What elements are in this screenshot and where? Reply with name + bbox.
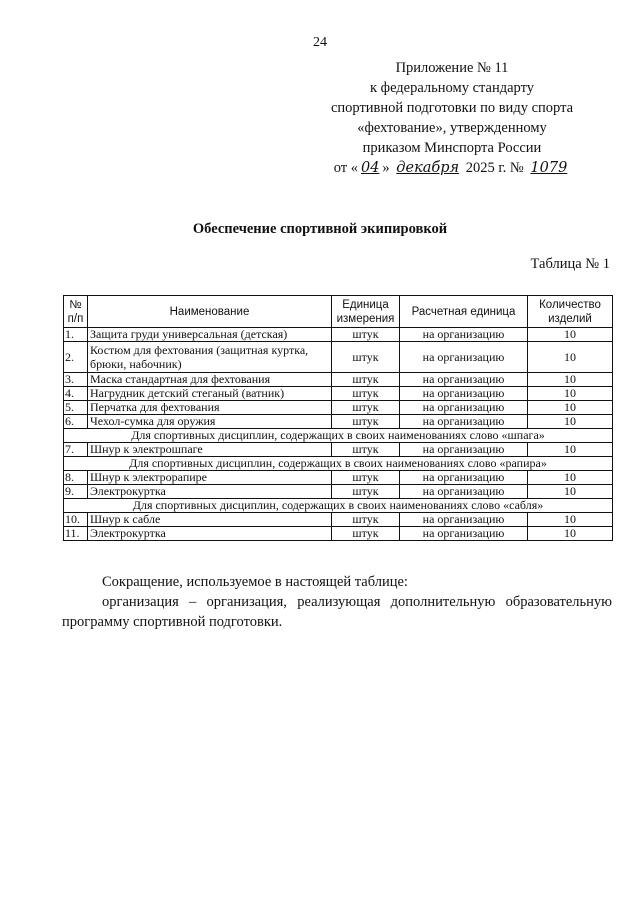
row-name: Костюм для фехтования (защитная куртка, брюки, набочник): [88, 342, 332, 373]
table-row: [64, 513, 613, 527]
table-row: [64, 485, 613, 499]
row-calc-unit: на организацию: [400, 513, 528, 527]
row-num: 11.: [64, 527, 88, 541]
group-heading: Для спортивных дисциплин, содержащих в своих наименованиях слово «шпага»: [64, 429, 613, 443]
row-name: Перчатка для фехтования: [88, 401, 332, 415]
row-calc-unit: на организацию: [400, 527, 528, 541]
row-calc-unit: на организацию: [400, 443, 528, 457]
document-title: Обеспечение спортивной экипировкой: [192, 221, 448, 237]
appendix-line: приказом Минспорта России: [362, 140, 542, 156]
table-row: [64, 443, 613, 457]
row-calc-unit: на организацию: [400, 373, 528, 387]
row-quantity: 10: [528, 415, 613, 429]
table-label: Таблица № 1: [530, 256, 610, 272]
row-unit: штук: [332, 373, 400, 387]
row-unit: штук: [332, 328, 400, 342]
group-heading: Для спортивных дисциплин, содержащих в своих наименованиях слово «рапира»: [64, 457, 613, 471]
row-unit: штук: [332, 401, 400, 415]
appendix-line: спортивной подготовки по виду спорта: [330, 100, 574, 116]
row-quantity: 10: [528, 328, 613, 342]
row-unit: штук: [332, 443, 400, 457]
header-name: Наименование: [88, 296, 332, 328]
row-unit: штук: [332, 485, 400, 499]
row-calc-unit: на организацию: [400, 328, 528, 342]
appendix-line: к федеральному стандарту: [370, 80, 534, 96]
row-quantity: 10: [528, 485, 613, 499]
table-row: [64, 471, 613, 485]
row-num: 5.: [64, 401, 88, 415]
row-num: 9.: [64, 485, 88, 499]
header-calc-unit: Расчетная единица: [400, 296, 528, 328]
row-num: 3.: [64, 373, 88, 387]
row-calc-unit: на организацию: [400, 401, 528, 415]
row-unit: штук: [332, 527, 400, 541]
row-unit: штук: [332, 342, 400, 373]
abbreviation-notes: [62, 572, 612, 632]
row-unit: штук: [332, 387, 400, 401]
table-row: [64, 527, 613, 541]
equipment-table: [63, 295, 613, 541]
appendix-header: [302, 58, 602, 178]
table-header-row: [64, 296, 613, 328]
header-num: № п/п: [64, 296, 88, 328]
row-calc-unit: на организацию: [400, 387, 528, 401]
row-name: Электрокуртка: [88, 527, 332, 541]
row-quantity: 10: [528, 471, 613, 485]
handwritten-month: декабря: [396, 160, 460, 176]
row-calc-unit: на организацию: [400, 471, 528, 485]
row-quantity: 10: [528, 387, 613, 401]
row-name: Шнур к сабле: [88, 513, 332, 527]
order-year: 2025 г. №: [465, 160, 524, 176]
row-num: 8.: [64, 471, 88, 485]
row-num: 4.: [64, 387, 88, 401]
group-row-spada: [64, 429, 613, 443]
row-calc-unit: на организацию: [400, 342, 528, 373]
row-unit: штук: [332, 415, 400, 429]
header-quantity: Количество изделий: [528, 296, 613, 328]
row-calc-unit: на организацию: [400, 415, 528, 429]
row-quantity: 10: [528, 342, 613, 373]
row-calc-unit: на организацию: [400, 485, 528, 499]
notes-definition: организация – организация, реализующая дополнительную образовательную программу спортивной подготовки.: [62, 594, 612, 630]
row-name: Нагрудник детский стеганый (ватник): [88, 387, 332, 401]
row-quantity: 10: [528, 373, 613, 387]
row-name: Электрокуртка: [88, 485, 332, 499]
appendix-line: «фехтование», утвержденному: [357, 120, 547, 136]
row-quantity: 10: [528, 527, 613, 541]
row-quantity: 10: [528, 513, 613, 527]
notes-heading: Сокращение, используемое в настоящей таблице:: [102, 574, 408, 590]
row-quantity: 10: [528, 443, 613, 457]
group-row-rapier: [64, 457, 613, 471]
order-mid: »: [382, 160, 390, 176]
handwritten-day: 04: [360, 160, 380, 176]
table-row: [64, 328, 613, 342]
table-row: [64, 342, 613, 373]
row-name: Шнур к электрорапире: [88, 471, 332, 485]
row-unit: штук: [332, 471, 400, 485]
row-num: 1.: [64, 328, 88, 342]
row-num: 6.: [64, 415, 88, 429]
order-prefix: от «: [333, 160, 358, 176]
group-heading: Для спортивных дисциплин, содержащих в своих наименованиях слово «сабля»: [64, 499, 613, 513]
row-quantity: 10: [528, 401, 613, 415]
row-name: Чехол-сумка для оружия: [88, 415, 332, 429]
table-row: [64, 415, 613, 429]
row-unit: штук: [332, 513, 400, 527]
table-row: [64, 373, 613, 387]
row-num: 2.: [64, 342, 88, 373]
row-num: 7.: [64, 443, 88, 457]
handwritten-order-number: 1079: [530, 160, 568, 176]
row-name: Защита груди универсальная (детская): [88, 328, 332, 342]
table-row: [64, 387, 613, 401]
appendix-line: Приложение № 11: [395, 60, 509, 76]
order-date-line: [302, 158, 602, 178]
row-num: 10.: [64, 513, 88, 527]
header-unit: Единица измерения: [332, 296, 400, 328]
row-name: Маска стандартная для фехтования: [88, 373, 332, 387]
row-name: Шнур к электрошпаге: [88, 443, 332, 457]
group-row-sabre: [64, 499, 613, 513]
page-number: 24: [313, 35, 327, 50]
table-row: [64, 401, 613, 415]
